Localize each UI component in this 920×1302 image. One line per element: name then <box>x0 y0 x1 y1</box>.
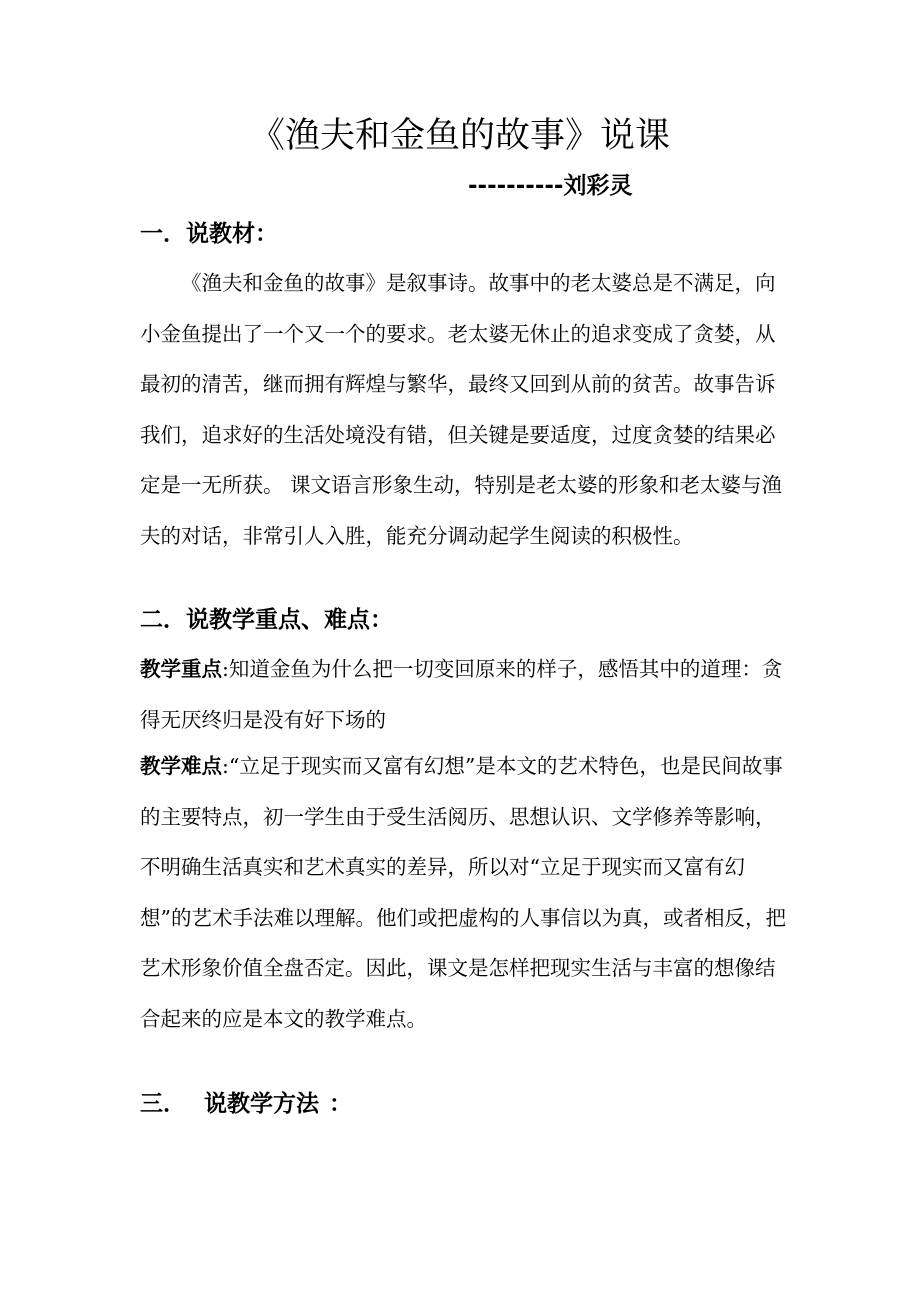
section-number: 三． <box>140 1091 186 1117</box>
key-point-paragraph <box>140 644 790 745</box>
key-point-text: :知道金鱼为什么把一切变回原来的样子，感悟其中的道理：贪得无厌终归是没有好下场的 <box>140 657 783 732</box>
document-title: 《渔夫和金鱼的故事》说课 <box>249 116 670 156</box>
section-heading-teaching-material: 一．说教材： <box>140 221 278 247</box>
section-heading-key-difficult-points: 二．说教学重点、难点： <box>140 607 393 633</box>
author-line: ----------刘彩灵 <box>468 173 633 199</box>
key-point-label: 教学重点 <box>140 657 222 681</box>
section-colon: ： <box>329 1091 352 1117</box>
section-heading-teaching-method <box>140 1084 352 1124</box>
difficult-point-label: 教学难点 <box>140 754 222 778</box>
difficult-point-text: :“立足于现实而又富有幻想”是本文的艺术特色，也是民间故事的主要特点，初一学生由于受生活阅历、思想认识、文学修养等影响，不明确生活真实和艺术真实的差异，所以对“立足于现实而又富有幻想”的艺术手法难以理解。他们或把虚构的人事信以为真，或者相反，把艺术形象价值全盘否定。因此，课文是怎样把现实生活与丰富的想像结合起来的应是本文的教学难点。 <box>140 754 786 1031</box>
teaching-material-paragraph: 《渔夫和金鱼的故事》是叙事诗。故事中的老太婆总是不满足，向小金鱼提出了一个又一个的要求。老太婆无休止的追求变成了贪婪，从最初的清苦，继而拥有辉煌与繁华，最终又回到从前的贫苦。故事告诉我们，追求好的生活处境没有错，但关键是要适度，过度贪婪的结果必定是一无所获。 课文语言形象生动，特别是老太婆的形象和老太婆与渔夫的对话，非常引人入胜，能充分调动起学生阅读的积极性。 <box>140 271 783 548</box>
section-title: 说教学方法 <box>204 1091 319 1117</box>
difficult-point-paragraph <box>140 741 790 1044</box>
